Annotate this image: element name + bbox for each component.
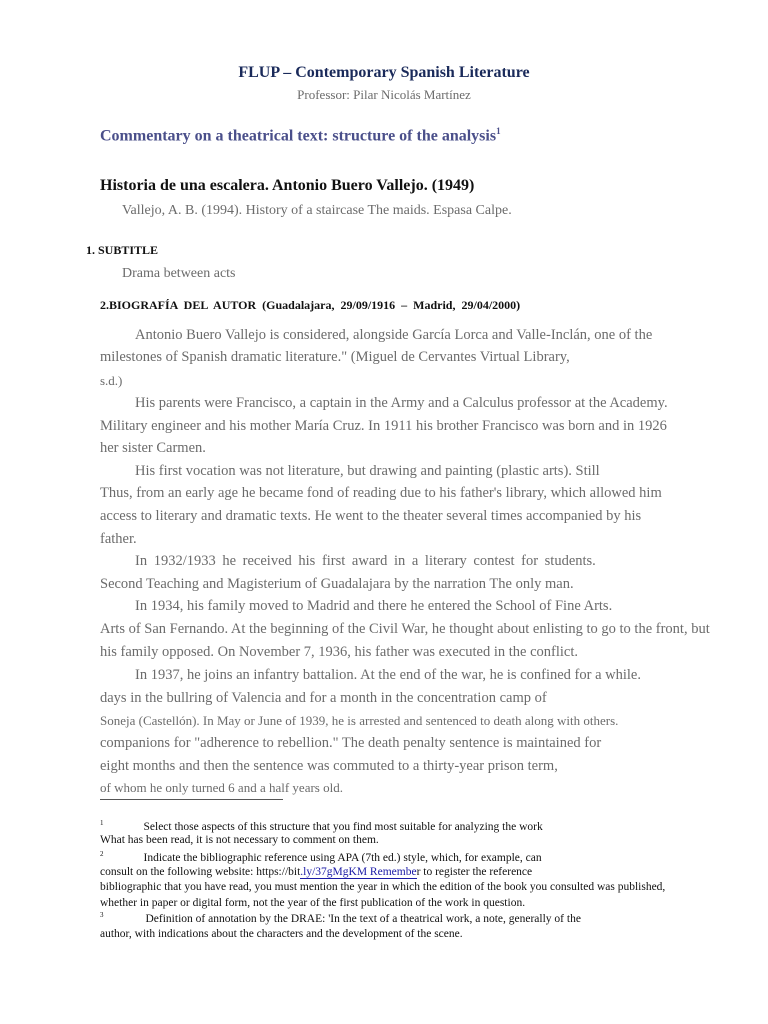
footnote-3-line2: author, with indications about the characters and the development of the scene.	[100, 928, 463, 940]
subtitle-heading: 1. SUBTITLE	[86, 243, 159, 257]
biography-line: Thus, from an early age he became fond of reading due to his father's library, which allowed him	[100, 485, 662, 501]
biography-line: Military engineer and his mother María Cruz. In 1911 his brother Francisco was born and in 1926	[100, 418, 667, 434]
biography-heading: 2.BIOGRAFÍA DEL AUTOR (Guadalajara, 29/09/1916 – Madrid, 29/04/2000)	[100, 298, 521, 312]
biography-line: Soneja (Castellón). In May or June of 1939, he is arrested and sentenced to death along with others.	[100, 713, 619, 728]
footnote-3-number: 3	[100, 911, 104, 919]
footnote-2-line3: bibliographic that you have read, you must mention the year in which the edition of the book you consulted was published,	[100, 881, 666, 893]
biography-line: Antonio Buero Vallejo is considered, alongside García Lorca and Valle-Inclán, one of the	[135, 327, 653, 343]
work-reference: Vallejo, A. B. (1994). History of a staircase The maids. Espasa Calpe.	[122, 203, 512, 218]
footnote-2-line2	[100, 866, 532, 878]
biography-line: In 1932/1933 he received his first award in a literary contest for students.	[135, 553, 596, 569]
footnote-2-number: 2	[100, 850, 104, 858]
biography-line: His parents were Francisco, a captain in the Army and a Calculus professor at the Academy.	[135, 395, 668, 411]
professor-name: Professor: Pilar Nicolás Martínez	[297, 87, 471, 102]
footnote-1	[100, 819, 543, 833]
biography-line: access to literary and dramatic texts. He went to the theater several times accompanied by his	[100, 508, 642, 524]
biography-line: father.	[100, 531, 137, 547]
biography-line: In 1934, his family moved to Madrid and there he entered the School of Fine Arts.	[135, 598, 613, 614]
work-title: Historia de una escalera. Antonio Buero Vallejo. (1949)	[100, 177, 475, 194]
biography-line: His first vocation was not literature, but drawing and painting (plastic arts). Still	[135, 463, 600, 479]
section-heading-text: Commentary on a theatrical text: structure of the analysis	[100, 127, 497, 145]
footnote-1-line2: What has been read, it is not necessary to comment on them.	[100, 834, 379, 846]
biography-line: Second Teaching and Magisterium of Guadalajara by the narration The only man.	[100, 576, 574, 592]
apa-style-link[interactable]: .ly/37gMgKM Remembe	[300, 866, 417, 878]
footnote-2-text: Indicate the bibliographic reference using APA (7th ed.) style, which, for example, can	[143, 851, 542, 864]
footnote-2-line2-post: r to register the reference	[416, 866, 533, 878]
biography-line: her sister Carmen.	[100, 440, 206, 456]
footnote-1-number: 1	[100, 819, 104, 827]
biography-line: eight months and then the sentence was commuted to a thirty-year prison term,	[100, 758, 558, 774]
footnote-3-text: Definition of annotation by the DRAE: 'In the text of a theatrical work, a note, generally of the	[145, 912, 581, 925]
footnote-3	[100, 911, 581, 925]
footnote-1-text: Select those aspects of this structure that you find most suitable for analyzing the work	[143, 820, 543, 833]
biography-line: days in the bullring of Valencia and for a month in the concentration camp of	[100, 690, 547, 706]
biography-line: Arts of San Fernando. At the beginning of the Civil War, he thought about enlisting to go to the front, but	[100, 621, 710, 637]
page-title: FLUP – Contemporary Spanish Literature	[238, 64, 530, 81]
biography-line: companions for "adherence to rebellion." The death penalty sentence is maintained for	[100, 735, 602, 751]
footnote-ref-1[interactable]: 1	[496, 126, 501, 136]
footnote-2	[100, 850, 542, 864]
section-heading	[100, 126, 501, 145]
footnote-2-line4: whether in paper or digital form, not the year of the first publication of the work in question.	[100, 897, 526, 909]
biography-line: his family opposed. On November 7, 1936, his father was executed in the conflict.	[100, 644, 578, 660]
biography-line: of whom he only turned 6 and a half years old.	[100, 780, 343, 795]
subtitle-text: Drama between acts	[122, 266, 236, 281]
biography-line: s.d.)	[100, 373, 123, 388]
biography-line: In 1937, he joins an infantry battalion. At the end of the war, he is confined for a while.	[135, 667, 641, 683]
biography-line: milestones of Spanish dramatic literature." (Miguel de Cervantes Virtual Library,	[100, 349, 570, 365]
footnote-2-line2-pre: consult on the following website: https://bit	[100, 866, 301, 878]
footnote-divider	[100, 799, 283, 800]
